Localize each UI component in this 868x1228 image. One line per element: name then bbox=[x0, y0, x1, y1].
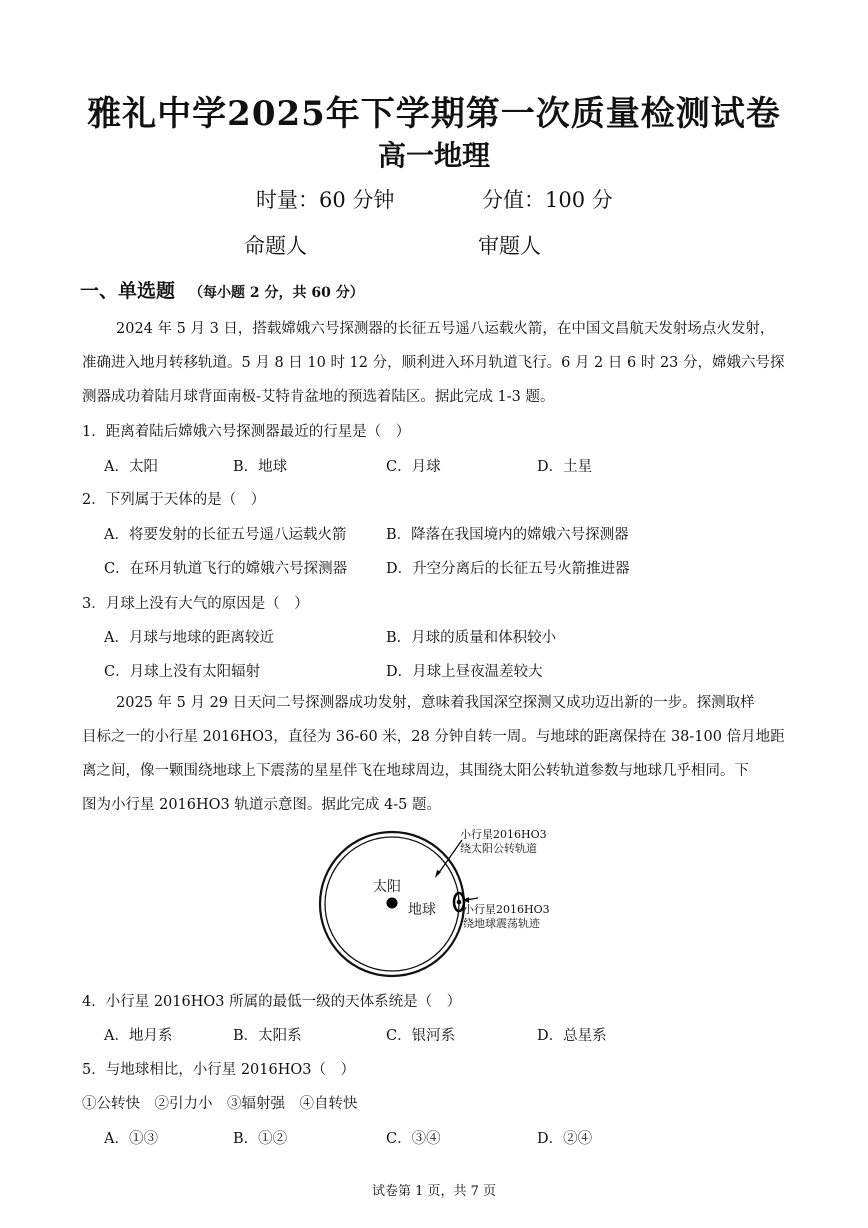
question-5-stem: 5．与地球相比，小行星 2016HO3（ ） bbox=[82, 1062, 355, 1078]
passage-1-line: 准确进入地月转移轨道。5 月 8 日 10 时 12 分，顺利进入环月轨道飞行。6 月 2 日 6 时 23 分，嫦娥六号探 bbox=[82, 355, 785, 371]
question-2-option-a[interactable]: A．将要发射的长征五号遥八运载火箭 bbox=[104, 527, 347, 543]
earth-label: 地球 bbox=[408, 902, 436, 918]
question-1-option-a[interactable]: A．太阳 bbox=[104, 459, 158, 475]
sun-dot bbox=[387, 898, 398, 909]
question-1-stem: 1．距离着陆后嫦娥六号探测器最近的行星是（ ） bbox=[82, 424, 411, 440]
question-5-option-d[interactable]: D．②④ bbox=[537, 1131, 593, 1147]
question-1-option-d[interactable]: D．土星 bbox=[537, 459, 593, 475]
question-3-option-a[interactable]: A．月球与地球的距离较近 bbox=[104, 630, 274, 646]
question-5-statements: ①公转快 ②引力小 ③辐射强 ④自转快 bbox=[82, 1096, 358, 1112]
orbit-label-line: 小行星2016HO3 bbox=[460, 828, 547, 841]
passage-2-line: 2025 年 5 月 29 日天问二号探测器成功发射，意味着我国深空探测又成功迈出新的一步。探测取样 bbox=[116, 695, 755, 711]
oscillation-label-line: 绕地球震荡轨迹 bbox=[463, 917, 540, 930]
section-heading bbox=[80, 276, 364, 303]
question-2-option-b[interactable]: B．降落在我国境内的嫦娥六号探测器 bbox=[386, 527, 629, 543]
question-4-stem: 4．小行星 2016HO3 所属的最低一级的天体系统是（ ） bbox=[82, 994, 462, 1010]
orbit-label bbox=[460, 828, 547, 856]
section-note: （每小题 2 分，共 60 分） bbox=[189, 285, 364, 301]
question-4-option-c[interactable]: C．银河系 bbox=[386, 1028, 456, 1044]
passage-1-line: 测器成功着陆月球背面南极-艾特肯盆地的预选着陆区。据此完成 1-3 题。 bbox=[82, 389, 555, 405]
subject-title: 高一地理 bbox=[377, 139, 490, 172]
question-5-option-a[interactable]: A．①③ bbox=[104, 1131, 158, 1147]
question-3-option-b[interactable]: B．月球的质量和体积较小 bbox=[386, 630, 557, 646]
orbit-label-line: 绕太阳公转轨道 bbox=[460, 842, 537, 855]
section-title: 一、单选题 bbox=[80, 280, 176, 302]
exam-title: 雅礼中学2025年下学期第一次质量检测试卷 bbox=[87, 94, 781, 134]
question-5-option-b[interactable]: B．①② bbox=[233, 1131, 288, 1147]
oscillation-label bbox=[463, 903, 550, 931]
passage-2-line: 目标之一的小行星 2016HO3，直径为 36-60 米，28 分钟自转一周。与地球的距离保持在 38-100 倍月地距 bbox=[82, 729, 785, 745]
page-footer: 试卷第 1 页，共 7 页 bbox=[371, 1184, 497, 1199]
orbit-pointer-line bbox=[438, 840, 462, 874]
question-1-option-c[interactable]: C．月球 bbox=[386, 459, 441, 475]
oscillation-label-line: 小行星2016HO3 bbox=[463, 903, 550, 916]
earth-dot bbox=[457, 900, 462, 905]
question-4-option-b[interactable]: B．太阳系 bbox=[233, 1028, 302, 1044]
question-3-option-c[interactable]: C．月球上没有太阳辐射 bbox=[104, 664, 261, 680]
question-2-option-d[interactable]: D．升空分离后的长征五号火箭推进器 bbox=[386, 561, 630, 577]
question-4-option-a[interactable]: A．地月系 bbox=[104, 1028, 173, 1044]
author-label: 命题人 bbox=[244, 234, 307, 258]
question-4-option-d[interactable]: D．总星系 bbox=[537, 1028, 607, 1044]
question-5-option-c[interactable]: C．③④ bbox=[386, 1131, 441, 1147]
question-2-stem: 2．下列属于天体的是（ ） bbox=[82, 492, 266, 508]
passage-2 bbox=[82, 686, 790, 822]
exam-score: 分值：100 分 bbox=[482, 188, 613, 212]
question-3-stem: 3．月球上没有大气的原因是（ ） bbox=[82, 596, 309, 612]
question-1-option-b[interactable]: B．地球 bbox=[233, 459, 288, 475]
passage-2-line: 图为小行星 2016HO3 轨道示意图。据此完成 4-5 题。 bbox=[82, 797, 441, 813]
question-3-option-d[interactable]: D．月球上昼夜温差较大 bbox=[386, 664, 543, 680]
sun-label: 太阳 bbox=[373, 879, 401, 895]
exam-time: 时量：60 分钟 bbox=[256, 188, 395, 212]
passage-2-line: 离之间，像一颗围绕地球上下震荡的星星伴飞在地球周边，其围绕太阳公转轨道参数与地球几乎相同。下 bbox=[82, 763, 749, 779]
reviewer-label: 审题人 bbox=[478, 234, 541, 258]
passage-1 bbox=[82, 312, 790, 414]
question-2-option-c[interactable]: C．在环月轨道飞行的嫦娥六号探测器 bbox=[104, 561, 348, 577]
passage-1-line: 2024 年 5 月 3 日，搭载嫦娥六号探测器的长征五号遥八运载火箭，在中国文昌航天发射场点火发射， bbox=[116, 321, 775, 337]
